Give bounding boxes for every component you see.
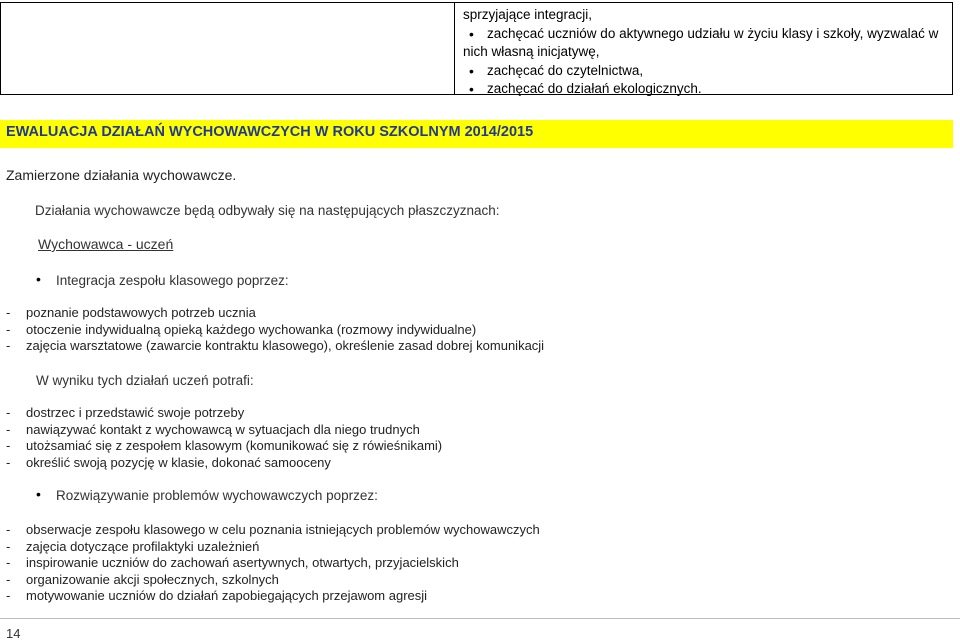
list-item: - obserwacje zespołu klasowego w celu poznania istniejących problemów wychowawczych (6, 522, 540, 537)
list-item: - zajęcia dotyczące profilaktyki uzależnień (6, 538, 260, 554)
objective-wrap-text: nich własną inicjatywę, (463, 44, 600, 59)
list-item: • zachęcać do czytelnictwa, (461, 62, 946, 81)
list-item: - poznanie podstawowych potrzeb ucznia (6, 305, 256, 320)
list-item: - otoczenie indywidualną opieką każdego wychowanka (rozmowy indywidualne) (6, 321, 477, 337)
objective-text: sprzyjające integracji, (463, 7, 593, 22)
section-banner (0, 120, 953, 148)
list-item: - dostrzec i przedstawić swoje potrzeby (6, 405, 245, 420)
list-item: - organizowanie akcji społecznych, szkolnych (6, 571, 279, 587)
page-number: 14 (6, 626, 21, 641)
list-item: - określić swoją pozycję w klasie, dokonać samooceny (6, 454, 331, 470)
objectives-list (461, 25, 946, 99)
list-item: - nawiązywać kontakt z wychowawcą w sytuacjach dla niego trudnych (6, 421, 420, 437)
list-item: • zachęcać do działań ekologicznych. (461, 80, 946, 99)
section1-heading: Integracja zespołu klasowego poprzez: (56, 273, 289, 288)
banner-title: EWALUACJA DZIAŁAŃ WYCHOWAWCZYCH W ROKU SZKOLNYM 2014/2015 (6, 124, 534, 140)
section-subheading: Zamierzone działania wychowawcze. (6, 167, 237, 183)
list-item: - zajęcia warsztatowe (zawarcie kontraktu klasowego), określenie zasad dobrej komunikacji (6, 338, 545, 353)
bullet-icon: • (36, 271, 41, 287)
list-item: - utożsamiać się z zespołem klasowym (komunikować się z rówieśnikami) (6, 438, 443, 453)
list-item: • zachęcać uczniów do aktywnego udziału w życiu klasy i szkoły, wyzwalać w (461, 25, 946, 44)
section3-heading: Rozwiązywanie problemów wychowawczych poprzez: (56, 488, 378, 503)
role-heading: Wychowawca - uczeń (38, 236, 174, 252)
footer-divider (0, 618, 960, 619)
objectives-table (0, 2, 953, 95)
bullet-icon: • (36, 486, 41, 502)
section2-list (6, 405, 442, 471)
table-cell-objectives (455, 3, 952, 94)
section2-heading: W wyniku tych działań uczeń potrafi: (36, 373, 254, 388)
section1-list (6, 305, 544, 355)
list-item: - motywowanie uczniów do działań zapobiegających przejawom agresji (6, 588, 428, 603)
list-item: - inspirowanie uczniów do zachowań asertywnych, otwartych, przyjacielskich (6, 555, 459, 570)
intro-text: Działania wychowawcze będą odbywały się na następujących płaszczyznach: (35, 203, 500, 218)
section3-list (6, 522, 540, 605)
